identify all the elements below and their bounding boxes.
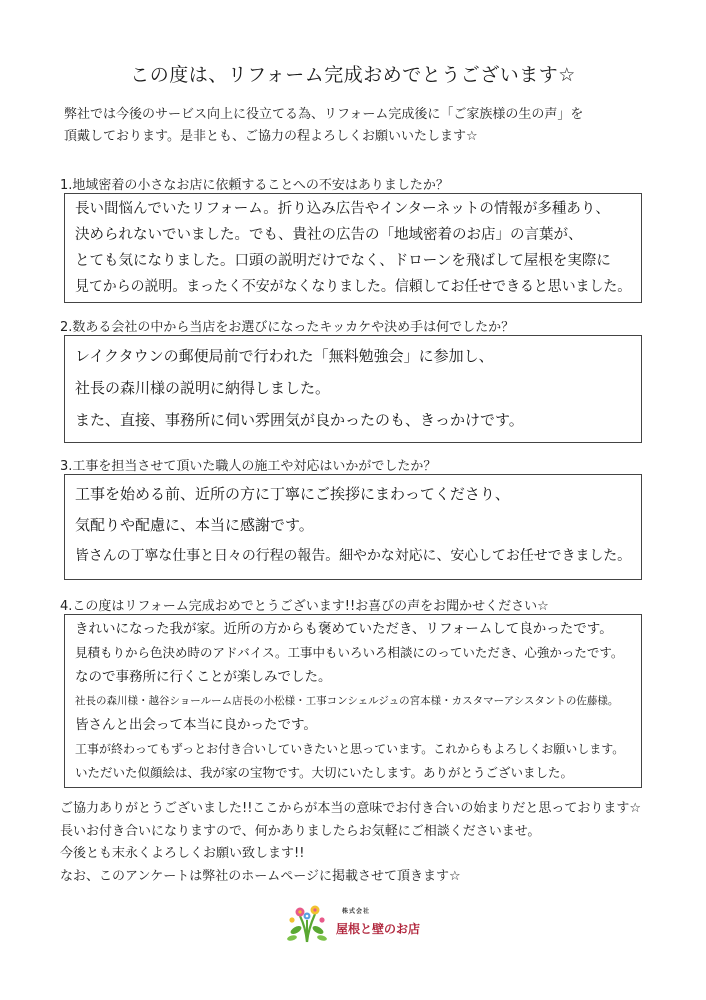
answer-4-box xyxy=(64,614,642,788)
answer-1-line: とても気になりました。口頭の説明だけでなく、ドローンを飛ばして屋根を実際に xyxy=(75,253,611,269)
answer-2-box xyxy=(64,335,642,443)
answer-2-line: また、直接、事務所に伺い雰囲気が良かったのも、きっかけです。 xyxy=(75,411,524,429)
answer-1-box xyxy=(64,193,642,303)
answer-4-line: 社長の森川様・越谷ショールーム店長の小松様・工事コンシェルジュの宮本様・カスタマーアシスタントの佐藤様。 xyxy=(75,695,619,707)
intro-line: 弊社では今後のサービス向上に役立てる為、リフォーム完成後に「ご家族様の生の声」を xyxy=(64,107,584,122)
closing-line: 今後とも末永くよろしくお願い致します!! xyxy=(60,846,305,861)
answer-2-line: レイクタウンの郵便局前で行われた「無料勉強会」に参加し、 xyxy=(75,347,494,365)
answer-4-line: 工事が終わってもずっとお付き合いしていきたいと思っています。これからもよろしくお願いします。 xyxy=(75,742,625,756)
answer-3-line: 工事を始める前、近所の方に丁寧にご挨拶にまわってくださり、 xyxy=(75,485,510,503)
answer-1-line: 長い間悩んでいたリフォーム。折り込み広告やインターネットの情報が多種あり、 xyxy=(75,201,610,217)
closing-line: ご協力ありがとうございました!!ここからが本当の意味でお付き合いの始まりだと思っております☆ xyxy=(60,801,642,816)
answer-4-line: 皆さんと出会って本当に良かったです。 xyxy=(75,717,317,733)
answer-3-line: 皆さんの丁寧な仕事と日々の行程の報告。細やかな対応に、安心してお任せできました。 xyxy=(75,548,632,564)
answer-1-line: 決められないでいました。でも、貴社の広告の「地域密着のお店」の言葉が、 xyxy=(75,227,583,243)
intro-text xyxy=(64,104,654,148)
logo-company-type: 株式会社 xyxy=(342,908,371,915)
question-1-label: 1.地域密着の小さなお店に依頼することへの不安はありましたか？ xyxy=(60,178,449,193)
answer-4-line: なので事務所に行くことが楽しみでした。 xyxy=(75,669,332,685)
logo-company-name: 屋根と壁のお店 xyxy=(336,922,421,936)
answer-1-line: 見てからの説明。まったく不安がなくなりました。信頼してお任せできると思いました。 xyxy=(75,279,632,295)
question-2-label: 2.数ある会社の中から当店をお選びになったキッカケや決め手は何でしたか？ xyxy=(60,320,515,335)
question-4-label: 4.この度はリフォーム完成おめでとうございます!!お喜びの声をお聞かせください☆ xyxy=(60,599,549,614)
closing-line: 長いお付き合いになりますので、何かありましたらお気軽にご相談くださいませ。 xyxy=(60,823,541,839)
answer-3-box xyxy=(64,474,642,580)
flower-house-logo-icon xyxy=(282,896,332,946)
question-3-label: 3.工事を担当させて頂いた職人の施工や対応はいかがでしたか？ xyxy=(60,459,437,474)
answer-2-line: 社長の森川様の説明に納得しました。 xyxy=(75,379,331,397)
closing-line: なお、このアンケートは弊社のホームページに掲載させて頂きます☆ xyxy=(60,868,461,884)
answer-3-line: 気配りや配慮に、本当に感謝です。 xyxy=(75,516,314,534)
company-logo xyxy=(282,896,432,948)
page-title: この度は、リフォーム完成おめでとうございます☆ xyxy=(130,64,576,86)
answer-4-line: 見積もりから色決め時のアドバイス。工事中もいろいろ相談にのっていただき、心強かったです。 xyxy=(75,645,624,660)
answer-4-line: いただいた似顔絵は、我が家の宝物です。大切にいたします。ありがとうございました。 xyxy=(75,765,574,780)
intro-line: 頂戴しております。是非とも、ご協力の程よろしくお願いいたします☆ xyxy=(64,129,478,144)
closing-text xyxy=(60,798,660,888)
answer-4-line: きれいになった我が家。近所の方からも褒めていただき、リフォームして良かったです。 xyxy=(75,621,613,637)
